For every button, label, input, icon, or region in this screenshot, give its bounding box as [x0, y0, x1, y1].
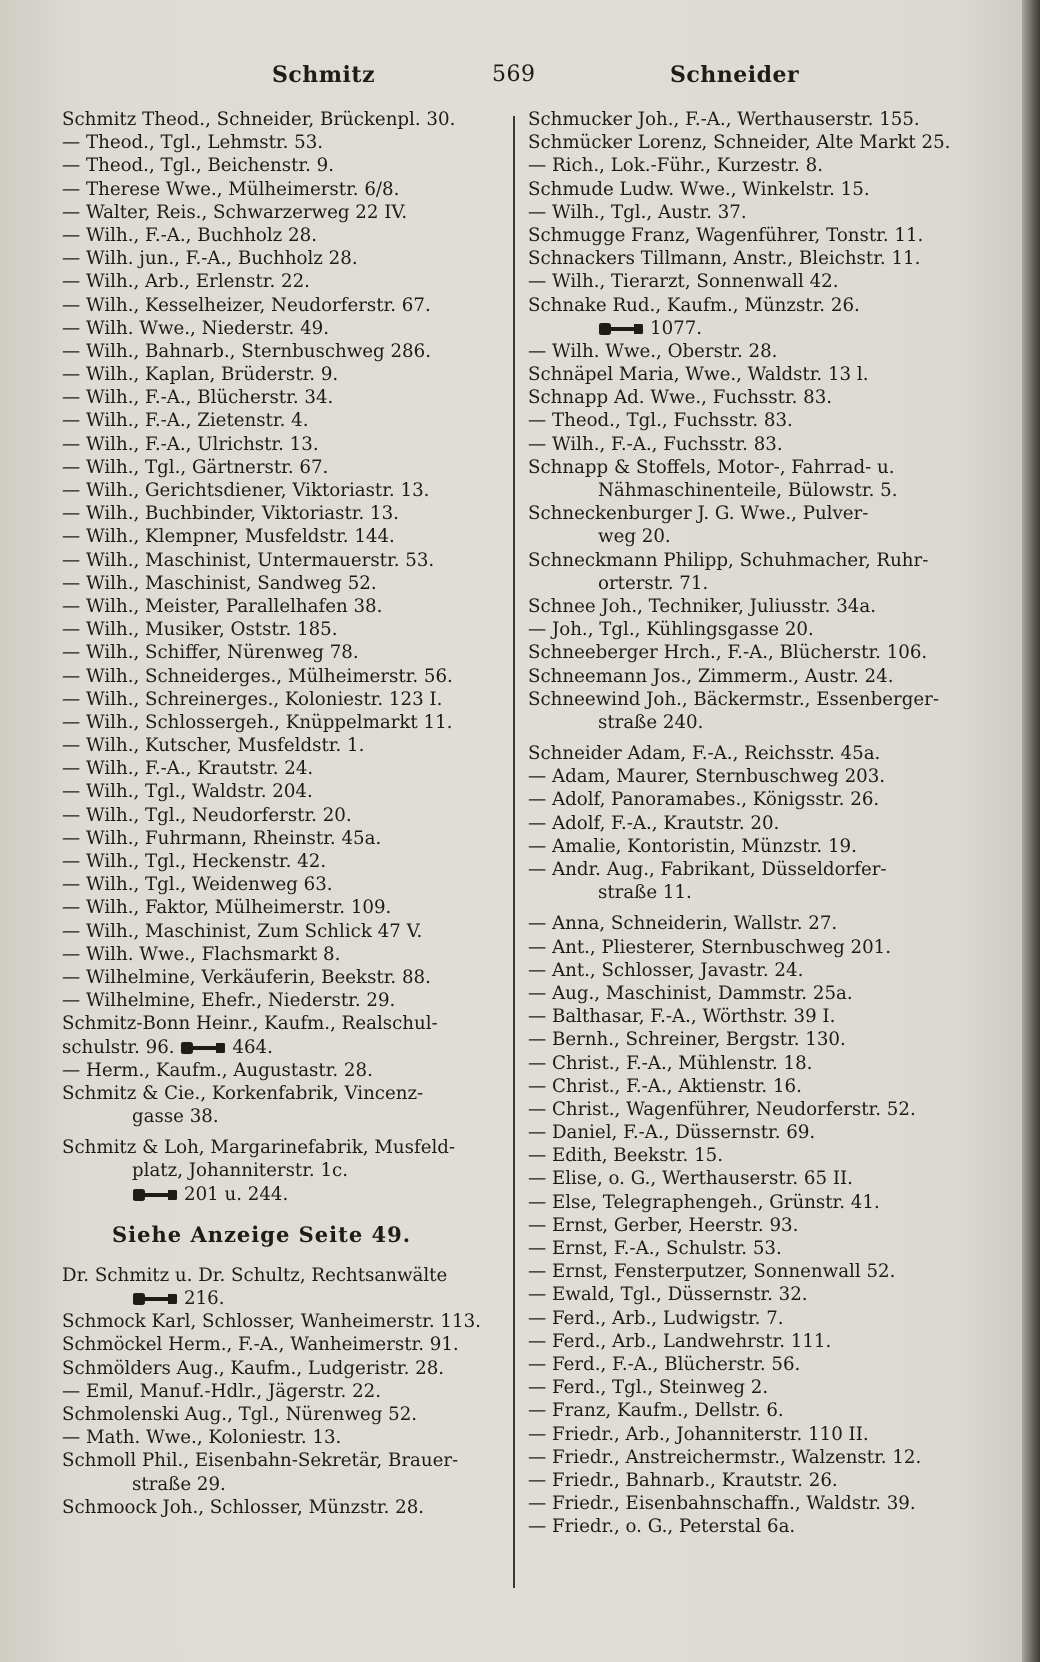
directory-entry-line — [528, 595, 998, 618]
entry-text: Schmucker Joh., F.-A., Werthauserstr. 155. — [528, 109, 920, 130]
entry-text: — Therese Wwe., Mülheimerstr. 6/8. — [62, 178, 400, 200]
entry-text: Schneewind Joh., Bäckermstr., Essenberger- — [528, 688, 939, 710]
entry-text: — Ferd., F.-A., Blücherstr. 56. — [528, 1353, 801, 1375]
entry-text: — Ernst, Gerber, Heerstr. 93. — [528, 1214, 799, 1236]
entry-spacer — [62, 1128, 502, 1136]
entry-text: Schmock Karl, Schlosser, Wanheimerstr. 113. — [62, 1311, 481, 1333]
directory-entry-line — [528, 1492, 998, 1515]
directory-entry-line — [528, 224, 998, 247]
entry-text: — Wilh., F.-A., Buchholz 28. — [62, 224, 317, 246]
directory-entry-line — [62, 317, 502, 340]
directory-entry-line — [528, 1423, 998, 1446]
directory-entry-line — [528, 270, 998, 293]
entry-text: — Anna, Schneiderin, Wallstr. 27. — [528, 913, 838, 935]
entry-text: — Wilh., Maschinist, Sandweg 52. — [62, 572, 377, 594]
directory-entry-line — [528, 1191, 998, 1214]
directory-entry-line — [62, 131, 502, 154]
directory-entry-line — [62, 386, 502, 409]
entry-text: Schneemann Jos., Zimmerm., Austr. 24. — [528, 665, 894, 687]
directory-entry-line — [528, 1144, 998, 1167]
directory-entry-line — [528, 525, 998, 548]
entry-text: Schmolenski Aug., Tgl., Nürenweg 52. — [62, 1403, 418, 1425]
directory-entry-line — [528, 502, 998, 525]
directory-entry-line — [528, 131, 998, 154]
entry-text: — Else, Telegraphengeh., Grünstr. 41. — [528, 1191, 880, 1213]
directory-entry-line — [62, 1264, 502, 1287]
entry-text: — Joh., Tgl., Kühlingsgasse 20. — [528, 619, 814, 641]
entry-text: — Adolf, Panoramabes., Königsstr. 26. — [528, 789, 880, 811]
entry-text: Schmitz & Cie., Korkenfabrik, Vincenz- — [62, 1082, 424, 1104]
entry-text: Nähmaschinenteile, Bülowstr. 5. — [598, 480, 898, 501]
directory-entry-line — [528, 108, 998, 131]
entry-text: — Wilh., Tierarzt, Sonnenwall 42. — [528, 271, 839, 293]
entry-text: — Ernst, F.-A., Schulstr. 53. — [528, 1238, 782, 1259]
entry-text: — Christ., Wagenführer, Neudorferstr. 52. — [528, 1098, 916, 1120]
directory-entry-line — [62, 549, 502, 572]
directory-entry-line — [528, 1121, 998, 1144]
directory-entry-line — [528, 936, 998, 959]
entry-text: — Adam, Maurer, Sternbuschweg 203. — [528, 766, 886, 788]
entry-text: — Ferd., Arb., Ludwigstr. 7. — [528, 1307, 784, 1329]
phone-number: 216. — [184, 1288, 225, 1309]
directory-entry-line — [528, 1167, 998, 1190]
directory-entry-line — [62, 1380, 502, 1403]
entry-text: Schnee Joh., Techniker, Juliusstr. 34a. — [528, 595, 876, 617]
entry-text: — Wilh., Tgl., Heckenstr. 42. — [62, 851, 327, 872]
entry-text: — Wilh., Buchbinder, Viktoriastr. 13. — [62, 503, 399, 525]
entry-text: — Franz, Kaufm., Dellstr. 6. — [528, 1400, 784, 1422]
entry-text: — Rich., Lok.-Führ., Kurzestr. 8. — [528, 155, 823, 177]
entry-text: — Wilh. Wwe., Oberstr. 28. — [528, 340, 778, 362]
directory-entry-line — [62, 1036, 502, 1059]
directory-entry-line — [62, 780, 502, 803]
directory-entry-line — [62, 1159, 502, 1182]
directory-entry-line — [62, 108, 502, 131]
directory-entry-line — [528, 340, 998, 363]
entry-text: — Wilh. jun., F.-A., Buchholz 28. — [62, 248, 358, 270]
directory-entry-line — [528, 1307, 998, 1330]
directory-entry-line — [528, 1446, 998, 1469]
entry-text: — Wilh., Tgl., Gärtnerstr. 67. — [62, 456, 329, 478]
entry-text: Schneckmann Philipp, Schuhmacher, Ruhr- — [528, 549, 929, 571]
directory-entry-line — [528, 1399, 998, 1422]
entry-text: — Wilh., F.-A., Blücherstr. 34. — [62, 387, 334, 409]
entry-text: — Wilh., Bahnarb., Sternbuschweg 286. — [62, 340, 431, 362]
directory-entry-line — [62, 479, 502, 502]
directory-entry-line — [62, 989, 502, 1012]
entry-text: Schneckenburger J. G. Wwe., Pulver- — [528, 503, 869, 525]
directory-entry-line — [62, 1105, 502, 1128]
directory-entry-line — [62, 572, 502, 595]
directory-entry-line — [528, 665, 998, 688]
entry-text: — Ant., Pliesterer, Sternbuschweg 201. — [528, 936, 892, 958]
directory-entry-line — [62, 1310, 502, 1333]
entry-text: — Wilh., Gerichtsdiener, Viktoriastr. 13. — [62, 480, 430, 501]
entry-text: Schmugge Franz, Wagenführer, Tonstr. 11. — [528, 224, 924, 246]
directory-entry-line — [62, 641, 502, 664]
directory-entry-line — [528, 788, 998, 811]
directory-entry-line — [62, 734, 502, 757]
directory-entry-line — [528, 812, 998, 835]
directory-entry-line — [62, 340, 502, 363]
entry-text: — Wilh., Kutscher, Musfeldstr. 1. — [62, 735, 365, 757]
entry-text: — Aug., Maschinist, Dammstr. 25a. — [528, 982, 853, 1004]
entry-text: Dr. Schmitz u. Dr. Schultz, Rechtsanwälte — [62, 1264, 448, 1286]
directory-entry-line — [528, 1515, 998, 1538]
advertisement-reference: Siehe Anzeige Seite 49. — [112, 1221, 412, 1247]
directory-entry-line — [528, 1075, 998, 1098]
entry-text: — Ferd., Arb., Landwehrstr. 111. — [528, 1330, 832, 1352]
directory-entry-line — [62, 247, 502, 270]
directory-entry-line — [528, 858, 998, 881]
entry-text: — Amalie, Kontoristin, Münzstr. 19. — [528, 835, 857, 857]
phone-number: 464. — [232, 1036, 273, 1058]
directory-entry-line — [62, 363, 502, 386]
directory-entry-line — [528, 1005, 998, 1028]
entry-text: — Wilh., F.-A., Ulrichstr. 13. — [62, 433, 319, 455]
entry-text: — Wilh., Schreinerges., Koloniestr. 123 I. — [62, 688, 443, 710]
entry-text: — Wilh., Fuhrmann, Rheinstr. 45a. — [62, 827, 382, 849]
entry-text: weg 20. — [598, 526, 671, 548]
directory-entry-line — [528, 154, 998, 177]
entry-text: — Theod., Tgl., Fuchsstr. 83. — [528, 410, 793, 432]
entry-text: Schneider Adam, F.-A., Reichsstr. 45a. — [528, 743, 881, 765]
entry-text: — Andr. Aug., Fabrikant, Düsseldorfer- — [528, 859, 887, 880]
directory-entry-line — [528, 641, 998, 664]
telephone-icon — [132, 1188, 178, 1202]
directory-entry-line — [62, 525, 502, 548]
directory-entry-line — [528, 294, 998, 317]
entry-text: — Friedr., o. G., Peterstal 6a. — [528, 1516, 796, 1538]
entry-text: — Friedr., Bahnarb., Krautstr. 26. — [528, 1469, 838, 1491]
directory-entry-line — [62, 850, 502, 873]
directory-entry-line — [528, 433, 998, 456]
entry-text: Schmölders Aug., Kaufm., Ludgeristr. 28. — [62, 1357, 445, 1379]
entry-text: — Wilh., Klempner, Musfeldstr. 144. — [62, 526, 395, 548]
entry-text: — Wilh., Maschinist, Untermauerstr. 53. — [62, 549, 435, 571]
directory-entry-line — [528, 1283, 998, 1306]
directory-entry-line — [528, 1353, 998, 1376]
entry-text: — Christ., F.-A., Mühlenstr. 18. — [528, 1052, 813, 1074]
entry-text: — Wilh., Kaplan, Brüderstr. 9. — [62, 364, 339, 386]
entry-text: Schmoock Joh., Schlosser, Münzstr. 28. — [62, 1496, 425, 1518]
entry-text: — Ant., Schlosser, Javastr. 24. — [528, 959, 804, 981]
directory-entry-line — [62, 201, 502, 224]
directory-entry-line — [62, 757, 502, 780]
directory-entry-line — [62, 943, 502, 966]
directory-entry-line — [62, 665, 502, 688]
entry-text: — Wilh., Tgl., Waldstr. 204. — [62, 781, 313, 803]
directory-entry-line — [62, 827, 502, 850]
directory-entry-line — [528, 1052, 998, 1075]
entry-text: — Christ., F.-A., Aktienstr. 16. — [528, 1075, 802, 1097]
entry-text: Schmitz Theod., Schneider, Brückenpl. 30. — [62, 109, 456, 130]
entry-text: — Bernh., Schreiner, Bergstr. 130. — [528, 1029, 846, 1051]
phone-number: 201 u. 244. — [184, 1183, 289, 1205]
directory-entry-line — [62, 154, 502, 177]
directory-entry-line — [528, 317, 998, 340]
entry-text: straße 240. — [598, 711, 704, 733]
directory-entry-line — [62, 409, 502, 432]
directory-entry-line — [528, 1098, 998, 1121]
directory-entry-line — [62, 1449, 502, 1472]
directory-entry-line — [62, 270, 502, 293]
left-column — [62, 108, 502, 1519]
directory-entry-line — [62, 1426, 502, 1449]
directory-entry-line — [528, 742, 998, 765]
directory-entry-line — [528, 688, 998, 711]
entry-text: — Adolf, F.-A., Krautstr. 20. — [528, 812, 780, 834]
page-number: 569 — [492, 62, 536, 87]
directory-entry-line — [528, 363, 998, 386]
entry-text: Schnäpel Maria, Wwe., Waldstr. 13 l. — [528, 364, 869, 386]
entry-text: Schnackers Tillmann, Anstr., Bleichstr. 11. — [528, 248, 921, 270]
entry-text: — Wilh. Wwe., Niederstr. 49. — [62, 317, 330, 339]
directory-entry-line — [528, 835, 998, 858]
directory-entry-line — [528, 1330, 998, 1353]
entry-text: Schmoll Phil., Eisenbahn-Sekretär, Brauer- — [62, 1450, 459, 1472]
directory-entry-line — [62, 294, 502, 317]
directory-entry-line — [528, 386, 998, 409]
directory-entry-line — [62, 1183, 502, 1206]
entry-text: Schneeberger Hrch., F.-A., Blücherstr. 106. — [528, 642, 928, 664]
directory-entry-line — [62, 456, 502, 479]
directory-entry-line — [528, 959, 998, 982]
directory-entry-line — [62, 178, 502, 201]
directory-entry-line — [62, 595, 502, 618]
directory-entry-line — [528, 982, 998, 1005]
phone-number: 1077. — [650, 317, 703, 339]
entry-text: — Wilh., Tgl., Austr. 37. — [528, 201, 747, 223]
directory-entry-line — [62, 618, 502, 641]
entry-text: Schmöckel Herm., F.-A., Wanheimerstr. 91. — [62, 1334, 459, 1356]
entry-text: — Wilh., Faktor, Mülheimerstr. 109. — [62, 897, 392, 919]
directory-entry-line — [62, 896, 502, 919]
directory-entry-line — [62, 688, 502, 711]
directory-entry-line — [62, 1136, 502, 1159]
entry-spacer — [528, 734, 998, 742]
directory-entry-line — [62, 1357, 502, 1380]
entry-text: — Ewald, Tgl., Düssernstr. 32. — [528, 1284, 808, 1306]
directory-entry-line — [528, 1214, 998, 1237]
directory-entry-line — [62, 1059, 502, 1082]
directory-entry-line — [62, 1333, 502, 1356]
telephone-icon — [180, 1041, 226, 1055]
directory-entry-line — [528, 765, 998, 788]
entry-text: — Wilh., Schiffer, Nürenweg 78. — [62, 642, 359, 664]
entry-text: straße 29. — [132, 1473, 226, 1495]
entry-text: schulstr. 96. — [62, 1036, 175, 1058]
directory-entry-line — [528, 178, 998, 201]
entry-text: — Math. Wwe., Koloniestr. 13. — [62, 1427, 342, 1449]
entry-text: — Wilh., Schneiderges., Mülheimerstr. 56. — [62, 665, 453, 687]
entry-text: gasse 38. — [132, 1106, 219, 1128]
entry-text: — Wilh., Meister, Parallelhafen 38. — [62, 595, 383, 617]
entry-text: — Wilh., Musiker, Oststr. 185. — [62, 619, 338, 641]
directory-entry-line — [528, 618, 998, 641]
entry-text: — Herm., Kaufm., Augustastr. 28. — [62, 1059, 373, 1081]
entry-text: — Edith, Beekstr. 15. — [528, 1145, 724, 1167]
directory-entry-line — [528, 881, 998, 904]
directory-entry-line — [62, 502, 502, 525]
directory-entry-line — [528, 409, 998, 432]
page-binding-shadow — [1022, 0, 1040, 1662]
directory-entry-line — [528, 1469, 998, 1492]
directory-entry-line — [62, 224, 502, 247]
entry-text: — Walter, Reis., Schwarzerweg 22 IV. — [62, 201, 408, 223]
entry-text: — Wilhelmine, Ehefr., Niederstr. 29. — [62, 990, 396, 1012]
directory-entry-line — [62, 1082, 502, 1105]
entry-text: — Daniel, F.-A., Düssernstr. 69. — [528, 1122, 816, 1144]
directory-entry-line — [62, 804, 502, 827]
telephone-icon — [132, 1292, 178, 1306]
directory-entry-line — [528, 479, 998, 502]
entry-text: — Wilh. Wwe., Flachsmarkt 8. — [62, 943, 341, 965]
entry-text: — Wilh., Schlossergeh., Knüppelmarkt 11. — [62, 711, 453, 733]
directory-entry-line — [528, 247, 998, 270]
directory-entry-line — [62, 1403, 502, 1426]
directory-entry-line — [62, 1496, 502, 1519]
entry-text: Schmitz & Loh, Margarinefabrik, Musfeld- — [62, 1137, 456, 1159]
entry-text: — Theod., Tgl., Lehmstr. 53. — [62, 132, 324, 154]
entry-text: platz, Johanniterstr. 1c. — [132, 1160, 349, 1182]
directory-entry-line — [62, 711, 502, 734]
right-column — [528, 108, 998, 1538]
entry-text: — Ernst, Fensterputzer, Sonnenwall 52. — [528, 1261, 896, 1283]
entry-text: — Wilh., Maschinist, Zum Schlick 47 V. — [62, 920, 423, 942]
entry-text: — Friedr., Arb., Johanniterstr. 110 II. — [528, 1423, 869, 1445]
entry-text: Schnapp & Stoffels, Motor-, Fahrrad- u. — [528, 456, 895, 478]
entry-text: — Ferd., Tgl., Steinweg 2. — [528, 1377, 769, 1399]
directory-entry-line — [62, 1012, 502, 1035]
directory-entry-line — [62, 433, 502, 456]
directory-entry-line — [528, 549, 998, 572]
directory-entry-line — [62, 1287, 502, 1310]
directory-entry-line — [62, 966, 502, 989]
entry-text: Schnake Rud., Kaufm., Münzstr. 26. — [528, 294, 860, 316]
directory-entry-line — [528, 201, 998, 224]
entry-spacer — [528, 904, 998, 912]
entry-text: — Friedr., Eisenbahnschaffn., Waldstr. 39. — [528, 1493, 916, 1515]
telephone-icon — [598, 322, 644, 336]
entry-text: — Wilh., F.-A., Fuchsstr. 83. — [528, 433, 783, 455]
entry-text: — Wilh., F.-A., Zietenstr. 4. — [62, 410, 309, 432]
directory-entry-line — [528, 572, 998, 595]
directory-entry-line — [528, 456, 998, 479]
entry-text: — Wilh., F.-A., Krautstr. 24. — [62, 758, 314, 780]
entry-text: Schmücker Lorenz, Schneider, Alte Markt 25. — [528, 132, 951, 154]
entry-text: — Wilh., Kesselheizer, Neudorferstr. 67. — [62, 294, 431, 316]
directory-entry-line — [528, 912, 998, 935]
directory-entry-line — [528, 1028, 998, 1051]
entry-text: orterstr. 71. — [598, 572, 709, 594]
directory-entry-line — [62, 873, 502, 896]
entry-text: — Theod., Tgl., Beichenstr. 9. — [62, 155, 335, 177]
entry-text: — Wilhelmine, Verkäuferin, Beekstr. 88. — [62, 966, 431, 988]
header-right-keyword: Schneider — [670, 62, 800, 88]
entry-text: Schmude Ludw. Wwe., Winkelstr. 15. — [528, 178, 870, 200]
directory-entry-line — [528, 1237, 998, 1260]
entry-text: — Friedr., Anstreichermstr., Walzenstr. 12. — [528, 1446, 922, 1468]
entry-text: — Elise, o. G., Werthauserstr. 65 II. — [528, 1168, 853, 1190]
entry-text: — Wilh., Tgl., Weidenweg 63. — [62, 874, 333, 896]
entry-text: — Emil, Manuf.-Hdlr., Jägerstr. 22. — [62, 1380, 382, 1402]
directory-entry-line — [528, 711, 998, 734]
directory-entry-line — [62, 920, 502, 943]
entry-text: — Balthasar, F.-A., Wörthstr. 39 I. — [528, 1006, 836, 1028]
directory-entry-line — [528, 1260, 998, 1283]
directory-entry-line — [528, 1376, 998, 1399]
entry-text: — Wilh., Arb., Erlenstr. 22. — [62, 271, 310, 293]
directory-entry-line — [62, 1473, 502, 1496]
page-header — [0, 62, 1040, 102]
header-left-keyword: Schmitz — [272, 62, 376, 88]
column-divider — [513, 116, 515, 1588]
entry-text: Schnapp Ad. Wwe., Fuchsstr. 83. — [528, 387, 833, 409]
entry-text: — Wilh., Tgl., Neudorferstr. 20. — [62, 804, 352, 826]
entry-text: straße 11. — [598, 882, 692, 904]
entry-text: Schmitz-Bonn Heinr., Kaufm., Realschul- — [62, 1013, 438, 1035]
